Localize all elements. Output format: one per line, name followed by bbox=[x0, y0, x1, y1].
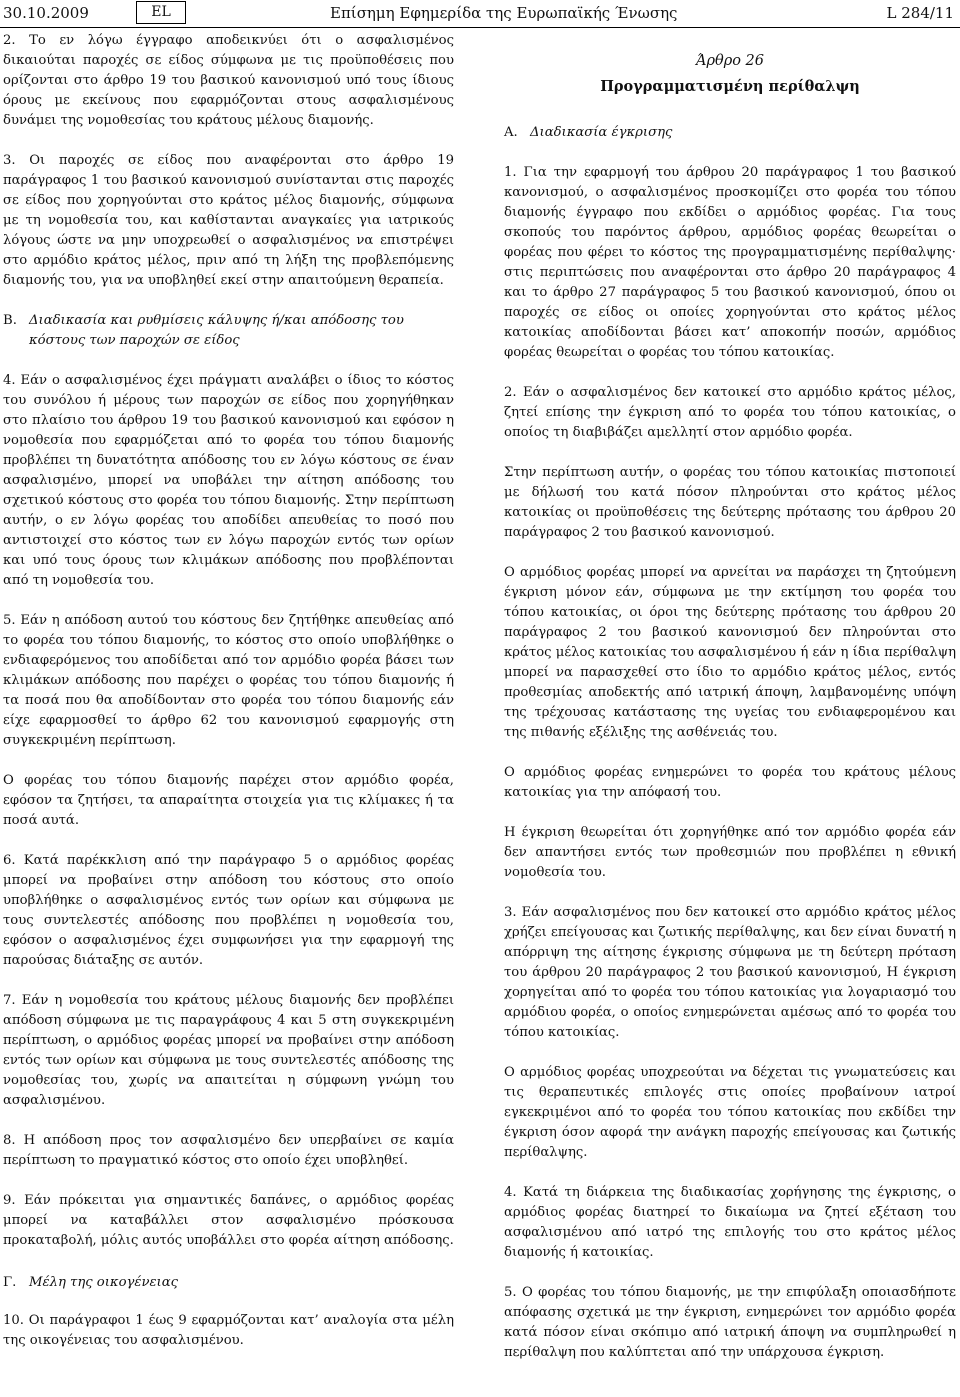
section-b-title: Διαδικασία και ρυθμίσεις κάλυψης ή/και απόδοσης του κόστους των παροχών σε είδος bbox=[29, 313, 404, 348]
left-column bbox=[3, 31, 454, 1351]
page-number: L 284/11 bbox=[886, 4, 954, 22]
paragraph-8: 8. Η απόδοση προς τον ασφαλισμένο δεν υπερβαίνει σε καμία περίπτωση το πραγματικό κόστος στο οποίο έχει υποβληθεί. bbox=[3, 1133, 454, 1168]
paragraph-3: 3. Οι παροχές σε είδος που αναφέρονται στο άρθρο 19 παράγραφος 1 του βασικού κανονισμού συνίστανται στις παροχές σε είδος που χορηγούνται στο κράτος μέλος διαμονής, σύμφωνα με τη νομοθεσία του, και καθίστανται αναγκαίες για ιατρικούς λόγους ώστε να μην υποχρεωθεί ο ασφαλισμένος να επιστρέψει στο αρμόδιο κράτος μέλος, πριν από τη λήξη της προβλεπόμενης διαμονής του, για να υποβληθεί εκεί στην απαιτούμενη θεραπεία. bbox=[3, 153, 454, 288]
article-paragraph-2-third: Ο αρμόδιος φορέας μπορεί να αρνείται να παράσχει τη ζητούμενη έγκριση μόνον εάν, σύμφωνα με την εκτίμηση του φορέα του τόπου κατοικίας, οι όροι της δεύτερης πρότασης του άρθρου 20 παράγραφος 2 του βασικού κανονισμού δεν πληρούνται στο κράτος μέλος κατοικίας του ασφαλισμένου ή εάν η ίδια περίθαλψη μπορεί να παρασχεθεί στο ίδιο το αρμόδιο κράτος μέλος, εντός προθεσμίας αποδεκτής από ιατρική άποψη, λαμβανομένης υπόψη της τρέχουσας κατάστασης της υγείας του ενδιαφερομένου και της πιθανής εξέλιξης της ασθένειάς του. bbox=[504, 565, 956, 740]
publication-date: 30.10.2009 bbox=[3, 4, 89, 22]
paragraph-5: 5. Εάν η απόδοση αυτού του κόστους δεν ζητήθηκε απευθείας από το φορέα του τόπου διαμονής, το κόστος στο οποίο υποβλήθηκε ο ενδιαφερόμενος του αποδίδεται από τον αρμόδιο φορέα βάσει των κλιμάκων απόδοσης που παρέχει ο φορέας του τόπου διαμονής ή τα ποσά που θα αποδίδονταν στο φορέα του τόπου διαμονής εάν είχε εφαρμοσθεί το άρθρο 62 του κανονισμού εφαρμογής στη συγκεκριμένη περίπτωση. bbox=[3, 613, 454, 748]
article-paragraph-2-second: Στην περίπτωση αυτήν, ο φορέας του τόπου κατοικίας πιστοποιεί με δήλωσή του κατά πόσον πληρούνται στο κράτος μέλος κατοικίας οι προϋποθέσεις της δεύτερης πρότασης του άρθρου 20 παράγραφος 2 του βασικού κανονισμού. bbox=[504, 465, 956, 540]
section-a-heading bbox=[504, 123, 956, 143]
section-a-title: Διαδικασία έγκρισης bbox=[530, 125, 673, 140]
article-paragraph-3-second: Ο αρμόδιος φορέας υποχρεούται να δέχεται τις γνωματεύσεις και τις θεραπευτικές επιλογές στις οποίες προβαίνουν ιατροί εγκεκριμένοι από το φορέα του τόπου κατοικίας που εκδίδει την έγκριση όσον αφορά την ανάγκη παροχής επείγουσας και ζωτικής περίθαλψης. bbox=[504, 1065, 956, 1160]
section-g-heading bbox=[3, 1273, 454, 1293]
paragraph-5-continued: Ο φορέας του τόπου διαμονής παρέχει στον αρμόδιο φορέα, εφόσον τα ζητήσει, τα απαραίτητα στοιχεία για τις κλίμακες ή τα ποσά αυτά. bbox=[3, 773, 454, 828]
section-a-number: Α. bbox=[504, 125, 518, 140]
page-header bbox=[0, 0, 960, 26]
article-title: Άρθρο 26 bbox=[695, 53, 765, 69]
paragraph-10: 10. Οι παράγραφοι 1 έως 9 εφαρμόζονται κατ’ αναλογία στα μέλη της οικογένειας του ασφαλισμένου. bbox=[3, 1313, 454, 1348]
article-paragraph-2: 2. Εάν ο ασφαλισμένος δεν κατοικεί στο αρμόδιο κράτος μέλος, ζητεί επίσης την έγκριση από το φορέα του τόπου κατοικίας, ο οποίος τη διαβιβάζει αμελλητί στον αρμόδιο φορέα. bbox=[504, 385, 956, 440]
paragraph-4: 4. Εάν ο ασφαλισμένος έχει πράγματι αναλάβει ο ίδιος το κόστος του συνόλου ή μέρους των παροχών σε είδος που χορηγήθηκαν στο πλαίσιο του άρθρου 19 του βασικού κανονισμού και εφόσον η νομοθεσία που εφαρμόζεται από το φορέα του τόπου διαμονής προβλέπει τη δυνατότητα απόδοσης του εν λόγω κόστους σε έναν ασφαλισμένο, μπορεί να υποβάλει την αίτηση απόδοσης του σχετικού κόστους στο φορέα του τόπου διαμονής. Στην περίπτωση αυτήν, ο εν λόγω φορέας του αποδίδει απευθείας το ποσό που αντιστοιχεί στο κόστος των εν λόγω παροχών εντός των ορίων και υπό τους όρους των κλιμάκων απόδοσης που προβλέπονται από τη νομοθεσία του. bbox=[3, 373, 454, 588]
section-b-heading bbox=[3, 311, 454, 351]
section-b-number: B. bbox=[3, 313, 17, 328]
paragraph-2: 2. Το εν λόγω έγγραφο αποδεικνύει ότι ο ασφαλισμένος δικαιούται παροχές σε είδος σύμφωνα με τις προϋποθέσεις που ορίζονται στο άρθρο 19 του βασικού κανονισμού υπό τους ίδιους όρους με εκείνους που εφαρμόζονται στους ασφαλισμένους δυνάμει της νομοθεσίας του κράτους μέλους διαμονής. bbox=[3, 33, 454, 128]
journal-title: Επίσημη Εφημερίδα της Ευρωπαϊκής Ένωσης bbox=[330, 4, 678, 22]
article-paragraph-4: 4. Κατά τη διάρκεια της διαδικασίας χορήγησης της έγκρισης, ο αρμόδιος φορέας διατηρεί το δικαίωμα να ζητεί εξέταση του ασφαλισμένου από ιατρό της επιλογής του στο κράτος μέλος διαμονής ή κατοικίας. bbox=[504, 1185, 956, 1260]
paragraph-7: 7. Εάν η νομοθεσία του κράτους μέλους διαμονής δεν προβλέπει απόδοση σύμφωνα με τις παραγράφους 4 και 5 στη συγκεκριμένη περίπτωση, ο αρμόδιος φορέας μπορεί να προβαίνει στην απόδοση εντός των ορίων και σύμφωνα με τους συντελεστές απόδοσης της νομοθεσίας του, χωρίς να απαιτείται η σύμφωνη γνώμη του ασφαλισμένου. bbox=[3, 993, 454, 1108]
header-rule bbox=[0, 27, 960, 28]
article-paragraph-2-fifth: Η έγκριση θεωρείται ότι χορηγήθηκε από τον αρμόδιο φορέα εάν δεν απαντήσει εντός των προθεσμιών που προβλέπει η εθνική νομοθεσία του. bbox=[504, 825, 956, 880]
section-g-number: Γ. bbox=[3, 1275, 17, 1290]
article-paragraph-1: 1. Για την εφαρμογή του άρθρου 20 παράγραφος 1 του βασικού κανονισμού, ο ασφαλισμένος προσκομίζει στο φορέα του τόπου διαμονής έγγραφο που εκδίδει ο αρμόδιος φορέας. Για τους σκοπούς του παρόντος άρθρου, αρμόδιος φορέας θεωρείται ο φορέας που φέρει το κόστος της προγραμματισμένης περίθαλψης· στις περιπτώσεις που αναφέρονται στο άρθρο 20 παράγραφος 4 και το άρθρο 27 παράγραφος 5 του βασικού κανονισμού, όπου οι παροχές σε είδος οι οποίες χορηγούνται στο κράτος μέλος κατοικίας αποδίδονται βάσει κατ’ αποκοπήν ποσών, αρμόδιος φορέας θεωρείται ο φορέας του τόπου κατοικίας. bbox=[504, 165, 956, 360]
article-paragraph-2-fourth: Ο αρμόδιος φορέας ενημερώνει το φορέα του κράτους μέλους κατοικίας για την απόφασή του. bbox=[504, 765, 956, 800]
article-paragraph-3: 3. Εάν ασφαλισμένος που δεν κατοικεί στο αρμόδιο κράτος μέλος χρήζει επείγουσας και ζωτικής περίθαλψης, και δεν είναι δυνατή η απόρριψη της αίτησης έγκρισης σύμφωνα με τη δεύτερη πρόταση του άρθρου 20 παράγραφος 2 του βασικού κανονισμού, Η έγκριση χορηγείται από το φορέα του τόπου κατοικίας για λογαριασμό του αρμόδιου φορέα, ο οποίος ενημερώνεται αμέσως από το φορέα του τόπου κατοικίας. bbox=[504, 905, 956, 1040]
article-paragraph-5: 5. Ο φορέας του τόπου διαμονής, με την επιφύλαξη οποιασδήποτε απόφασης σχετικά με την έγκριση, ενημερώνει τον αρμόδιο φορέα κατά πόσον είναι σκόπιμο από ιατρική άποψη να συμπληρωθεί η περίθαλψη που καλύπτεται από την υπάρχουσα έγκριση. bbox=[504, 1285, 956, 1360]
paragraph-9: 9. Εάν πρόκειται για σημαντικές δαπάνες, ο αρμόδιος φορέας μπορεί να καταβάλλει στον ασφαλισμένο πρόσκουσα προκαταβολή, μόλις αυτός υποβάλλει στο φορέα αίτηση απόδοσης. bbox=[3, 1193, 454, 1248]
right-column bbox=[504, 31, 956, 1363]
article-subtitle: Προγραμματισμένη περίθαλψη bbox=[600, 78, 860, 95]
language-code-box: EL bbox=[136, 1, 186, 24]
paragraph-6: 6. Κατά παρέκκλιση από την παράγραφο 5 ο αρμόδιος φορέας μπορεί να προβαίνει στην απόδοση του κόστους στο οποίο υποβλήθηκε ο ασφαλισμένος εντός των ορίων και σύμφωνα με τους συντελεστές απόδοσης που προβλέπει η νομοθεσία του, εφόσον ο ασφαλισμένος έχει συμφωνήσει για την εφαρμογή της παρούσας διάταξης σε αυτόν. bbox=[3, 853, 454, 968]
section-g-title: Μέλη της οικογένειας bbox=[29, 1275, 179, 1290]
